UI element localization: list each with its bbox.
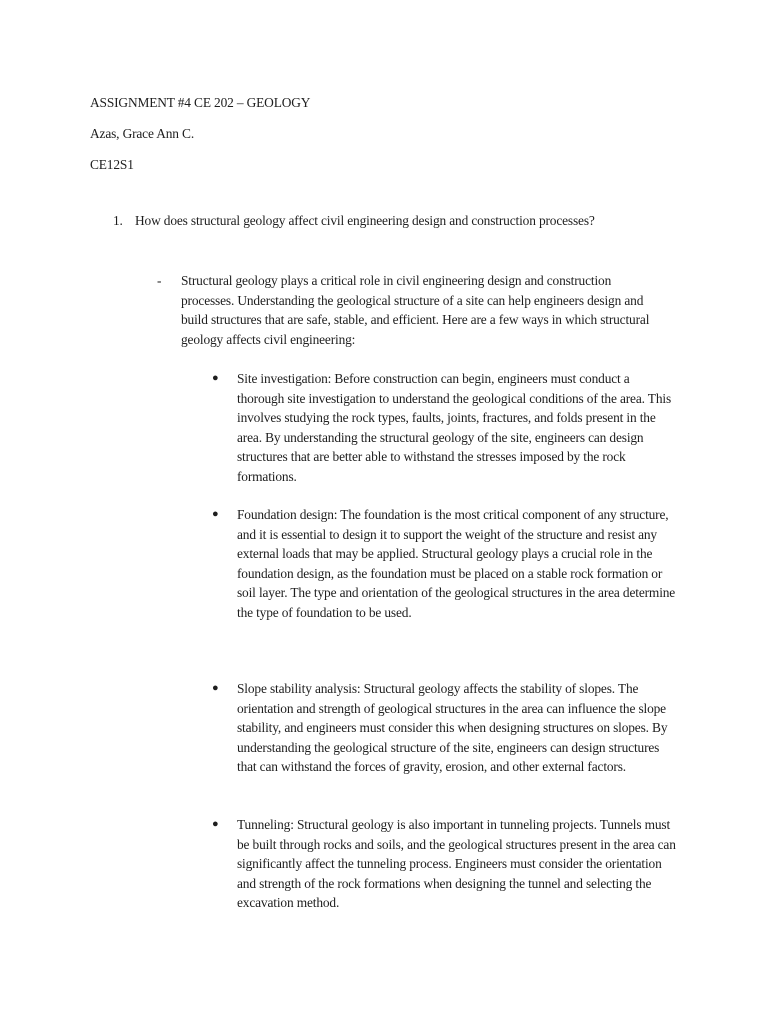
answer-intro-text: Structural geology plays a critical role in civil engineering design and construction processes. Understanding the geological structure of a site can help engineers design and build structures that are safe, stable, and efficient. Here are a few ways in which structural geology affects civil engineering: [181, 273, 650, 347]
bullet-text: Tunneling: Structural geology is also important in tunneling projects. Tunnels must be built through rocks and soils, and the geological structures present in the area can significantly affect the tunneling process. Engineers must consider the orientation and strength of the rock formations when designing the tunnel and selecting the excavation method. [237, 817, 676, 910]
bullet-icon: ● [212, 682, 219, 694]
bullet-item-slope-stability [212, 679, 678, 777]
dash-marker: - [157, 273, 162, 288]
bullet-item-site-investigation [212, 369, 678, 486]
assignment-title: ASSIGNMENT #4 CE 202 – GEOLOGY [90, 95, 311, 110]
question-number: 1. [113, 213, 123, 228]
student-name: Azas, Grace Ann C. [90, 126, 195, 141]
bullet-icon: ● [212, 508, 219, 520]
bullet-icon: ● [212, 372, 219, 384]
bullet-icon: ● [212, 818, 219, 830]
bullet-item-tunneling [212, 815, 678, 913]
answer-intro [157, 271, 667, 349]
bullet-item-foundation-design [212, 505, 678, 622]
bullet-text: Foundation design: The foundation is the most critical component of any structure, and it is essential to design it to support the weight of the structure and resist any external loads that may be applied. Structural geology plays a crucial role in the foundation design, as the foundation must be placed on a stable rock formation or soil layer. The type and orientation of the geological structures in the area determine the type of foundation to be used. [237, 507, 676, 620]
question-1 [113, 212, 713, 230]
question-text: How does structural geology affect civil engineering design and construction processes? [135, 213, 595, 228]
bullet-text: Site investigation: Before construction can begin, engineers must conduct a thorough site investigation to understand the geological conditions of the area. This involves studying the rock types, faults, joints, fractures, and folds present in the area. By understanding the structural geology of the site, engineers can design structures that are better able to withstand the stresses imposed by the rock formations. [237, 371, 672, 484]
bullet-text: Slope stability analysis: Structural geology affects the stability of slopes. The orientation and strength of geological structures in the area can influence the slope stability, and engineers must consider this when designing structures on slopes. By understanding the geological structure of the site, engineers can design structures that can withstand the forces of gravity, erosion, and other external factors. [237, 681, 668, 774]
section-code: CE12S1 [90, 157, 134, 172]
